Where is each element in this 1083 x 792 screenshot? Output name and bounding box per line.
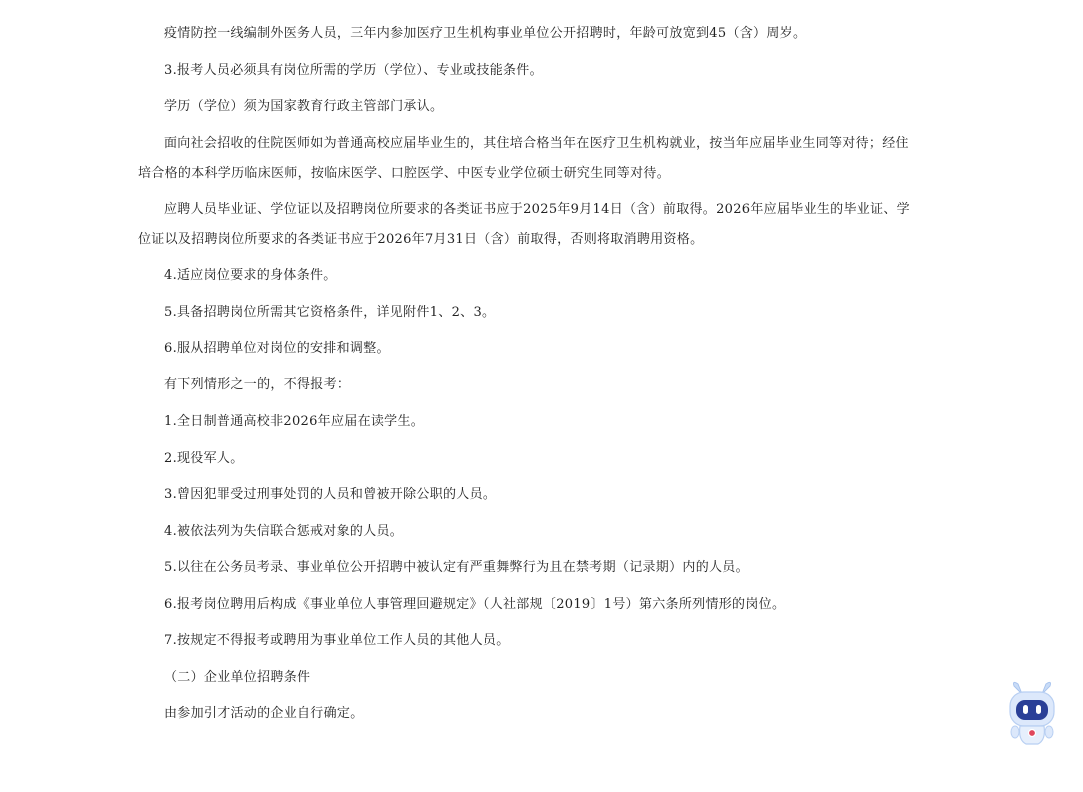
paragraph-age-relaxation: 疫情防控一线编制外医务人员，三年内参加医疗卫生机构事业单位公开招聘时，年龄可放宽到45（含）周岁。 — [164, 26, 807, 41]
paragraph-resident-physicians: 面向社会招收的住院医师如为普通高校应届毕业生的，其住培合格当年在医疗卫生机构就业，按当年应届毕业生同等对待；经住培合格的本科学历临床医师，按临床医学、口腔医学、中医专业学位硕士研究生同等对待。 — [138, 136, 909, 181]
paragraph-exclusion-5: 5.以往在公务员考录、事业单位公开招聘中被认定有严重舞弊行为且在禁考期（记录期）内的人员。 — [164, 560, 749, 575]
paragraph-exclusion-2: 2.现役军人。 — [164, 451, 244, 466]
paragraph-exclusion-6: 6.报考岗位聘用后构成《事业单位人事管理回避规定》（人社部规〔2019〕1号）第六条所列情形的岗位。 — [164, 597, 786, 612]
paragraph-requirement-3: 3.报考人员必须具有岗位所需的学历（学位）、专业或技能条件。 — [164, 63, 543, 78]
assistant-robot-button[interactable] — [1004, 680, 1060, 748]
paragraph-requirement-5: 5.具备招聘岗位所需其它资格条件，详见附件1、2、3。 — [164, 305, 496, 320]
paragraph-requirement-4: 4.适应岗位要求的身体条件。 — [164, 268, 337, 283]
robot-assistant-icon — [1004, 680, 1060, 748]
paragraph-exclusion-4: 4.被依法列为失信联合惩戒对象的人员。 — [164, 524, 404, 539]
paragraph-exclusions-heading: 有下列情形之一的，不得报考： — [164, 377, 351, 392]
paragraph-requirement-6: 6.服从招聘单位对岗位的安排和调整。 — [164, 341, 390, 356]
section-heading-enterprise: （二）企业单位招聘条件 — [164, 670, 311, 685]
paragraph-certificates-deadline: 应聘人员毕业证、学位证以及招聘岗位所要求的各类证书应于2025年9月14日（含）前取得。2026年应届毕业生的毕业证、学位证以及招聘岗位所要求的各类证书应于2026年7月31日（含）前取得，否则将取消聘用资格。 — [138, 202, 910, 247]
paragraph-exclusion-1: 1.全日制普通高校非2026年应届在读学生。 — [164, 414, 425, 429]
paragraph-exclusion-7: 7.按规定不得报考或聘用为事业单位工作人员的其他人员。 — [164, 633, 510, 648]
paragraph-enterprise-conditions: 由参加引才活动的企业自行确定。 — [164, 706, 364, 721]
paragraph-education-recognition: 学历（学位）须为国家教育行政主管部门承认。 — [164, 99, 444, 114]
paragraph-exclusion-3: 3.曾因犯罪受过刑事处罚的人员和曾被开除公职的人员。 — [164, 487, 497, 502]
